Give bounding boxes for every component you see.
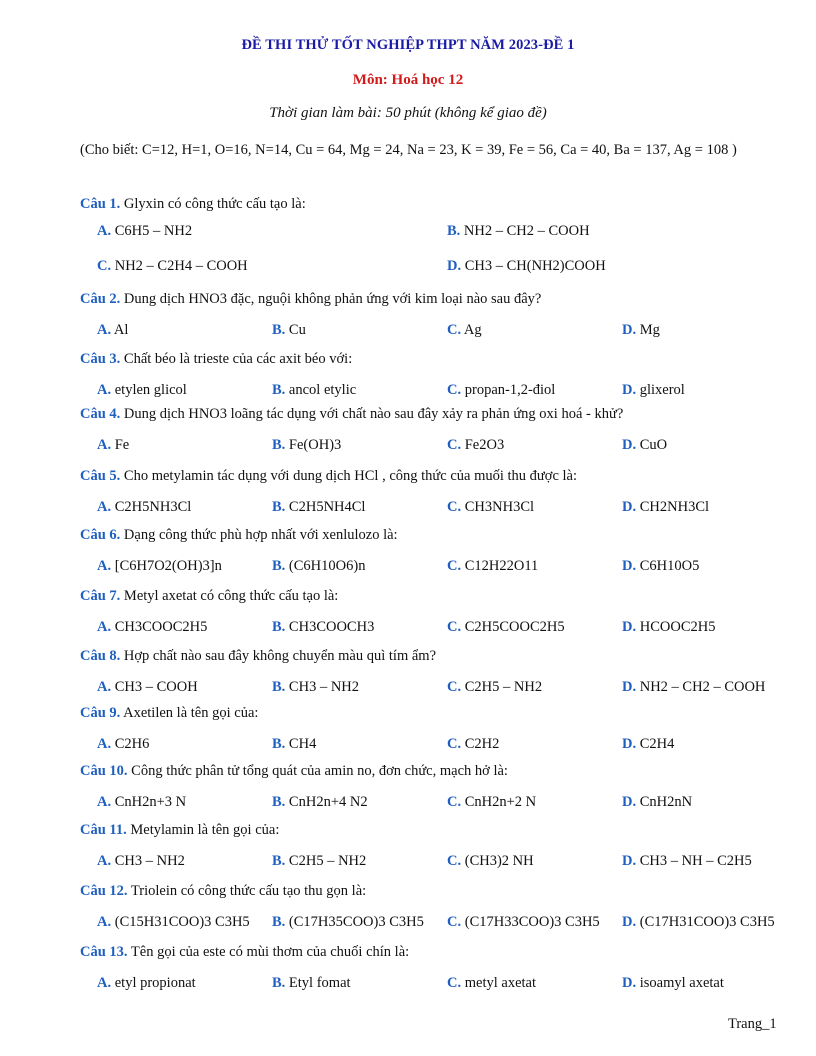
option-text: Ag <box>461 322 482 338</box>
question-label: Câu 3. <box>80 351 121 367</box>
option-key: A. <box>97 223 112 239</box>
option-text: CH3 – NH2 <box>111 853 185 869</box>
option-c[interactable] <box>447 794 536 811</box>
option-key: B. <box>272 499 286 515</box>
option-a[interactable] <box>97 619 207 636</box>
option-c[interactable] <box>447 322 482 339</box>
option-b[interactable] <box>272 679 359 696</box>
option-text: NH2 – CH2 – COOH <box>460 223 590 239</box>
question-4 <box>80 406 623 423</box>
question-text: Tên gọi của este có mùi thơm của chuối chín là: <box>127 944 410 960</box>
option-text: (C17H31COO)3 C3H5 <box>636 914 775 930</box>
question-11 <box>80 822 279 839</box>
question-label: Câu 7. <box>80 588 121 604</box>
option-text: C12H22O11 <box>461 558 539 574</box>
option-key: C. <box>447 382 462 398</box>
option-text: CH3 – CH(NH2)COOH <box>461 258 606 274</box>
option-d[interactable] <box>447 258 606 275</box>
option-text: CH4 <box>285 736 317 752</box>
option-text: Fe2O3 <box>461 437 505 453</box>
option-text: CnH2nN <box>636 794 693 810</box>
option-text: C2H5 – NH2 <box>461 679 543 695</box>
option-key: A. <box>97 975 112 991</box>
option-text: Fe(OH)3 <box>285 437 342 453</box>
option-key: B. <box>272 558 286 574</box>
option-key: B. <box>272 619 286 635</box>
question-text: Metyl axetat có công thức cấu tạo là: <box>120 588 339 604</box>
option-text: Fe <box>111 437 130 453</box>
option-key: D. <box>622 853 637 869</box>
option-d[interactable] <box>622 914 775 931</box>
option-key: C. <box>447 322 462 338</box>
option-a[interactable] <box>97 558 222 575</box>
question-7 <box>80 588 338 605</box>
option-text: C6H5 – NH2 <box>111 223 193 239</box>
option-text: NH2 – CH2 – COOH <box>636 679 766 695</box>
option-text: etylen glicol <box>111 382 187 398</box>
question-label: Câu 8. <box>80 648 121 664</box>
option-a[interactable] <box>97 382 187 399</box>
question-13 <box>80 944 409 961</box>
option-key: A. <box>97 322 112 338</box>
option-text: CnH2n+3 N <box>111 794 187 810</box>
option-text: Mg <box>636 322 660 338</box>
option-key: A. <box>97 914 112 930</box>
option-key: C. <box>447 853 462 869</box>
option-a[interactable] <box>97 223 192 240</box>
option-key: C. <box>447 619 462 635</box>
time-line: Thời gian làm bài: 50 phút (không kể giao đề) <box>269 105 547 121</box>
question-label: Câu 5. <box>80 468 121 484</box>
option-key: A. <box>97 679 112 695</box>
option-key: C. <box>447 914 462 930</box>
question-text: Dạng công thức phù hợp nhất với xenlulozo là: <box>120 527 398 543</box>
question-8 <box>80 648 436 665</box>
option-key: C. <box>97 258 112 274</box>
option-d[interactable] <box>622 975 724 992</box>
question-text: Hợp chất nào sau đây không chuyển màu quì tím ẩm? <box>120 648 437 664</box>
option-a[interactable] <box>97 794 186 811</box>
option-key: C. <box>447 437 462 453</box>
option-key: B. <box>272 437 286 453</box>
question-text: Axetilen là tên gọi của: <box>120 705 259 721</box>
option-text: isoamyl axetat <box>636 975 724 991</box>
option-text: CH3NH3Cl <box>461 499 535 515</box>
question-text: Metylamin là tên gọi của: <box>126 822 280 838</box>
option-b[interactable] <box>272 322 306 339</box>
option-text: Cu <box>285 322 306 338</box>
option-key: B. <box>272 679 286 695</box>
question-text: Glyxin có công thức cấu tạo là: <box>120 196 306 212</box>
option-key: C. <box>447 975 462 991</box>
option-text: C2H2 <box>461 736 500 752</box>
option-key: A. <box>97 853 112 869</box>
page-number: Trang_1 <box>728 1016 777 1032</box>
option-text: C2H6 <box>111 736 150 752</box>
question-label: Câu 2. <box>80 291 121 307</box>
option-key: D. <box>622 619 637 635</box>
option-d[interactable] <box>622 736 674 753</box>
option-c[interactable] <box>447 975 536 992</box>
option-b[interactable] <box>272 437 341 454</box>
option-d[interactable] <box>622 558 699 575</box>
option-a[interactable] <box>97 499 191 516</box>
option-text: CnH2n+4 N2 <box>285 794 368 810</box>
option-text: CH2NH3Cl <box>636 499 710 515</box>
question-text: Cho metylamin tác dụng với dung dịch HCl , công thức của muối thu được là: <box>120 468 578 484</box>
option-c[interactable] <box>447 558 538 575</box>
option-key: A. <box>97 382 112 398</box>
option-key: C. <box>447 499 462 515</box>
option-key: B. <box>272 736 286 752</box>
option-key: D. <box>622 382 637 398</box>
option-key: D. <box>622 914 637 930</box>
option-key: D. <box>622 975 637 991</box>
option-b[interactable] <box>272 382 356 399</box>
option-key: B. <box>272 914 286 930</box>
option-b[interactable] <box>272 914 424 931</box>
option-key: B. <box>272 853 286 869</box>
option-text: etyl propionat <box>111 975 196 991</box>
option-text: C2H4 <box>636 736 675 752</box>
option-text: Etyl fomat <box>285 975 351 991</box>
subject-line: Môn: Hoá học 12 <box>352 72 464 88</box>
option-text: CH3COOC2H5 <box>111 619 208 635</box>
option-key: D. <box>622 558 637 574</box>
option-c[interactable] <box>447 914 600 931</box>
option-c[interactable] <box>447 853 534 870</box>
option-d[interactable] <box>622 499 709 516</box>
question-text: Dung dịch HNO3 loãng tác dụng với chất nào sau đây xảy ra phản ứng oxi hoá - khử? <box>120 406 624 422</box>
option-a[interactable] <box>97 679 198 696</box>
question-label: Câu 4. <box>80 406 121 422</box>
option-c[interactable] <box>97 258 248 275</box>
option-text: CH3 – NH – C2H5 <box>636 853 752 869</box>
option-a[interactable] <box>97 322 128 339</box>
option-key: B. <box>272 382 286 398</box>
option-text: CH3COOCH3 <box>285 619 375 635</box>
option-text: Al <box>111 322 129 338</box>
option-b[interactable] <box>272 736 316 753</box>
option-key: D. <box>622 679 637 695</box>
question-1 <box>80 196 306 213</box>
question-text: Triolein có công thức cấu tạo thu gọn là: <box>127 883 367 899</box>
option-d[interactable] <box>622 679 765 696</box>
option-d[interactable] <box>622 794 692 811</box>
option-text: NH2 – C2H4 – COOH <box>111 258 248 274</box>
option-text: C2H5NH3Cl <box>111 499 192 515</box>
option-c[interactable] <box>447 382 555 399</box>
option-b[interactable] <box>272 853 366 870</box>
option-key: A. <box>97 499 112 515</box>
question-9 <box>80 705 258 722</box>
option-key: B. <box>272 975 286 991</box>
option-key: A. <box>97 619 112 635</box>
option-d[interactable] <box>622 382 685 399</box>
option-key: C. <box>447 736 462 752</box>
option-b[interactable] <box>272 975 351 992</box>
option-text: [C6H7O2(OH)3]n <box>111 558 222 574</box>
option-key: D. <box>447 258 462 274</box>
option-text: C2H5 – NH2 <box>285 853 367 869</box>
question-label: Câu 13. <box>80 944 128 960</box>
question-2 <box>80 291 541 308</box>
option-text: C6H10O5 <box>636 558 700 574</box>
option-key: A. <box>97 558 112 574</box>
option-text: (C17H35COO)3 C3H5 <box>285 914 424 930</box>
question-text: Chất béo là trieste của các axit béo với: <box>120 351 353 367</box>
question-6 <box>80 527 398 544</box>
option-text: metyl axetat <box>461 975 536 991</box>
option-text: CuO <box>636 437 668 453</box>
question-12 <box>80 883 366 900</box>
question-label: Câu 11. <box>80 822 127 838</box>
question-text: Dung dịch HNO3 đặc, nguội không phản ứng với kim loại nào sau đây? <box>120 291 542 307</box>
option-d[interactable] <box>622 322 660 339</box>
exam-title: ĐỀ THI THỬ TỐT NGHIỆP THPT NĂM 2023-ĐỀ 1 <box>241 37 575 53</box>
option-key: B. <box>272 794 286 810</box>
option-d[interactable] <box>622 853 752 870</box>
option-key: D. <box>622 437 637 453</box>
option-c[interactable] <box>447 679 542 696</box>
option-text: (CH3)2 NH <box>461 853 534 869</box>
option-key: A. <box>97 794 112 810</box>
option-text: CnH2n+2 N <box>461 794 537 810</box>
option-b[interactable] <box>272 619 374 636</box>
option-text: CH3 – COOH <box>111 679 198 695</box>
question-label: Câu 12. <box>80 883 128 899</box>
option-b[interactable] <box>272 794 368 811</box>
option-d[interactable] <box>622 437 667 454</box>
question-10 <box>80 763 508 780</box>
question-5 <box>80 468 577 485</box>
question-label: Câu 1. <box>80 196 121 212</box>
option-text: propan-1,2-điol <box>461 382 556 398</box>
option-c[interactable] <box>447 619 565 636</box>
option-text: HCOOC2H5 <box>636 619 716 635</box>
option-text: (C15H31COO)3 C3H5 <box>111 914 250 930</box>
option-text: (C17H33COO)3 C3H5 <box>461 914 600 930</box>
question-text: Công thức phân tử tổng quát của amin no, đơn chức, mạch hở là: <box>127 763 508 779</box>
option-a[interactable] <box>97 437 129 454</box>
option-c[interactable] <box>447 437 504 454</box>
option-key: B. <box>447 223 461 239</box>
option-b[interactable] <box>272 558 365 575</box>
option-text: C2H5COOC2H5 <box>461 619 565 635</box>
option-key: B. <box>272 322 286 338</box>
option-key: A. <box>97 736 112 752</box>
option-key: C. <box>447 794 462 810</box>
option-text: glixerol <box>636 382 685 398</box>
option-key: D. <box>622 794 637 810</box>
question-label: Câu 6. <box>80 527 121 543</box>
option-key: D. <box>622 736 637 752</box>
option-c[interactable] <box>447 499 534 516</box>
option-key: C. <box>447 558 462 574</box>
option-text: CH3 – NH2 <box>285 679 360 695</box>
option-b[interactable] <box>447 223 590 240</box>
option-key: A. <box>97 437 112 453</box>
option-b[interactable] <box>272 499 365 516</box>
option-text: (C6H10O6)n <box>285 558 366 574</box>
given-constants: (Cho biết: C=12, H=1, O=16, N=14, Cu = 64, Mg = 24, Na = 23, K = 39, Fe = 56, Ca = 40, Ba = 137, Ag = 108 ) <box>80 142 737 158</box>
option-text: C2H5NH4Cl <box>285 499 366 515</box>
question-label: Câu 10. <box>80 763 128 779</box>
option-key: C. <box>447 679 462 695</box>
question-3 <box>80 351 352 368</box>
question-label: Câu 9. <box>80 705 121 721</box>
option-a[interactable] <box>97 914 250 931</box>
option-d[interactable] <box>622 619 715 636</box>
option-c[interactable] <box>447 736 499 753</box>
option-key: D. <box>622 322 637 338</box>
option-text: ancol etylic <box>285 382 357 398</box>
option-a[interactable] <box>97 736 149 753</box>
option-a[interactable] <box>97 853 185 870</box>
option-a[interactable] <box>97 975 196 992</box>
option-key: D. <box>622 499 637 515</box>
